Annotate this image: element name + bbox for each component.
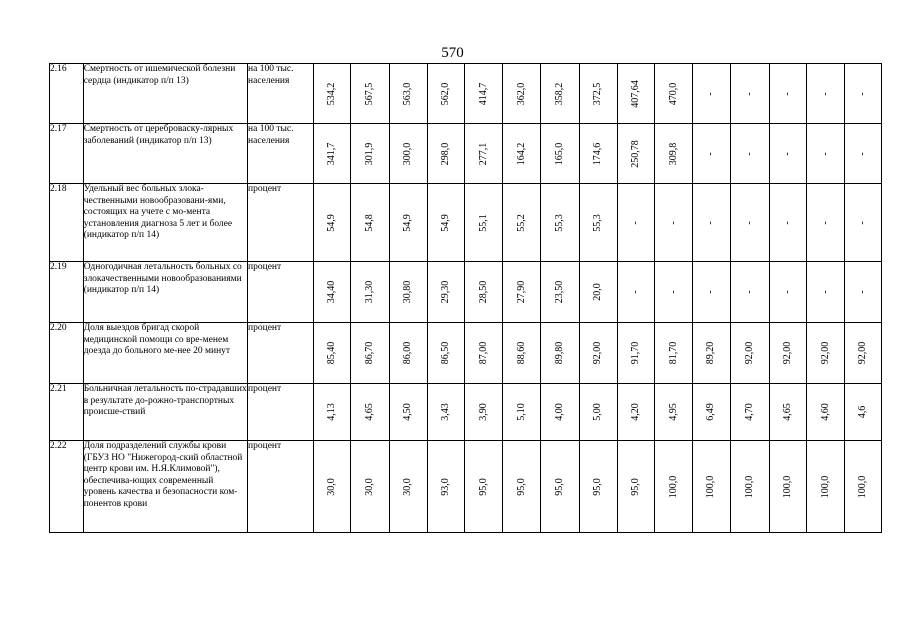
- value-text: 88,60: [515, 341, 527, 365]
- value-text: 89,20: [705, 341, 717, 365]
- value-text: -: [782, 151, 794, 156]
- table-row: [50, 323, 882, 384]
- value-text: 30,0: [402, 477, 414, 496]
- table-row: [50, 124, 882, 184]
- value-cell: [579, 262, 617, 323]
- value-text: 92,00: [819, 341, 831, 365]
- value-cell: [693, 441, 731, 533]
- value-cell: [314, 384, 351, 441]
- value-cell: [427, 384, 465, 441]
- value-cell: [617, 64, 655, 124]
- value-cell: [540, 64, 579, 124]
- value-text: 250,78: [630, 139, 642, 168]
- value-text: -: [743, 220, 755, 225]
- value-cell: [427, 323, 465, 384]
- value-cell: [465, 184, 503, 262]
- value-text: 4,50: [402, 403, 414, 421]
- value-cell: [845, 124, 882, 184]
- value-cell: [427, 184, 465, 262]
- value-text: 298,0: [440, 142, 452, 165]
- value-cell: [655, 184, 693, 262]
- value-text: 86,00: [402, 341, 414, 365]
- value-text: 81,70: [667, 341, 679, 365]
- value-cell: [579, 184, 617, 262]
- value-text: 3,43: [440, 403, 452, 421]
- value-text: -: [819, 290, 831, 294]
- value-text: 89,80: [554, 341, 566, 365]
- table-row: [50, 64, 882, 124]
- value-text: 100,0: [857, 475, 869, 498]
- indicator-name: Одногодичная летальность больных со злокачественными новообразованиями (индикатор п/п 14): [83, 262, 247, 323]
- value-text: 562,0: [440, 82, 452, 105]
- value-cell: [540, 184, 579, 262]
- value-text: 4,20: [630, 403, 642, 421]
- value-cell: [579, 441, 617, 533]
- value-text: 372,5: [592, 82, 604, 105]
- value-cell: [617, 124, 655, 184]
- row-code: 2.22: [50, 441, 84, 533]
- value-cell: [351, 441, 390, 533]
- value-cell: [351, 323, 390, 384]
- value-cell: [503, 323, 541, 384]
- indicator-name: Смертность от цереброваску-лярных заболеваний (индикатор п/п 13): [83, 124, 247, 184]
- value-text: 300,0: [402, 142, 414, 165]
- page-number: 570: [441, 45, 464, 61]
- value-text: 567,5: [364, 82, 376, 105]
- value-text: 55,2: [515, 213, 527, 232]
- value-cell: [314, 262, 351, 323]
- value-cell: [579, 64, 617, 124]
- value-cell: [389, 64, 427, 124]
- value-text: -: [667, 220, 679, 225]
- value-cell: [389, 262, 427, 323]
- value-text: 54,9: [326, 213, 338, 232]
- value-text: 4,65: [782, 403, 794, 421]
- value-text: 27,90: [515, 280, 527, 304]
- unit-of-measure: процент: [248, 441, 314, 533]
- indicators-table: [49, 63, 882, 533]
- value-text: 85,40: [326, 341, 338, 365]
- value-text: 165,0: [554, 142, 566, 165]
- value-cell: [427, 262, 465, 323]
- value-text: 309,8: [667, 142, 679, 165]
- value-text: 534,2: [326, 82, 338, 105]
- row-code: 2.16: [50, 64, 84, 124]
- value-text: 4,13: [326, 403, 338, 421]
- value-text: 563,0: [402, 82, 414, 105]
- value-text: 55,3: [592, 213, 604, 232]
- value-text: -: [819, 151, 831, 156]
- table-row: [50, 184, 882, 262]
- value-cell: [730, 441, 769, 533]
- value-cell: [769, 384, 807, 441]
- value-text: 4,95: [667, 403, 679, 421]
- value-text: 86,70: [364, 341, 376, 365]
- value-cell: [540, 441, 579, 533]
- value-text: 95,0: [478, 477, 490, 496]
- value-text: -: [630, 220, 642, 225]
- value-cell: [389, 184, 427, 262]
- value-cell: [503, 64, 541, 124]
- value-cell: [351, 184, 390, 262]
- value-text: 301,9: [364, 142, 376, 165]
- value-text: -: [743, 290, 755, 294]
- value-text: -: [667, 290, 679, 294]
- value-cell: [693, 262, 731, 323]
- value-cell: [655, 124, 693, 184]
- value-text: 54,9: [402, 213, 414, 232]
- value-text: 95,0: [592, 477, 604, 496]
- value-text: -: [819, 91, 831, 96]
- value-text: 34,40: [326, 280, 338, 304]
- value-text: -: [819, 220, 831, 225]
- value-cell: [351, 64, 390, 124]
- value-text: 100,0: [782, 475, 794, 498]
- value-text: -: [857, 151, 869, 156]
- value-text: 20,0: [592, 283, 604, 301]
- value-cell: [730, 184, 769, 262]
- value-text: 54,9: [440, 213, 452, 232]
- value-text: 3,90: [478, 403, 490, 421]
- value-cell: [617, 262, 655, 323]
- row-code: 2.20: [50, 323, 84, 384]
- table-row: [50, 262, 882, 323]
- value-text: 93,0: [440, 477, 452, 496]
- value-text: -: [782, 290, 794, 294]
- value-cell: [389, 441, 427, 533]
- row-code: 2.21: [50, 384, 84, 441]
- value-cell: [503, 441, 541, 533]
- value-cell: [465, 262, 503, 323]
- value-cell: [693, 384, 731, 441]
- value-text: 407,64: [630, 79, 642, 108]
- value-cell: [503, 184, 541, 262]
- value-text: 92,00: [857, 341, 869, 365]
- value-text: -: [705, 220, 717, 225]
- value-cell: [314, 184, 351, 262]
- value-cell: [693, 64, 731, 124]
- value-text: 4,70: [743, 403, 755, 421]
- indicator-name: Доля подразделений службы крови (ГБУЗ НО "Нижегород-ский областной центр крови им. Н.Я.Климовой"), обеспечива-ющих современный уровень качества и безопасности ком-понентов крови: [83, 441, 247, 533]
- value-cell: [807, 384, 845, 441]
- value-cell: [540, 384, 579, 441]
- value-cell: [389, 384, 427, 441]
- value-text: 362,0: [515, 82, 527, 105]
- value-text: 31,30: [364, 280, 376, 304]
- value-text: 470,0: [667, 82, 679, 105]
- value-cell: [807, 64, 845, 124]
- value-cell: [617, 323, 655, 384]
- value-text: 30,0: [364, 477, 376, 496]
- value-cell: [655, 441, 693, 533]
- value-cell: [465, 384, 503, 441]
- value-text: 100,0: [667, 475, 679, 498]
- value-text: -: [743, 151, 755, 156]
- value-text: -: [857, 91, 869, 96]
- table-row: [50, 384, 882, 441]
- unit-of-measure: процент: [248, 384, 314, 441]
- value-cell: [617, 184, 655, 262]
- value-text: 30,0: [326, 477, 338, 496]
- value-cell: [314, 124, 351, 184]
- value-cell: [693, 323, 731, 384]
- value-text: 100,0: [819, 475, 831, 498]
- value-text: 100,0: [743, 475, 755, 498]
- value-cell: [655, 262, 693, 323]
- value-cell: [427, 64, 465, 124]
- value-cell: [807, 124, 845, 184]
- value-cell: [769, 124, 807, 184]
- value-text: 28,50: [478, 280, 490, 304]
- value-text: 414,7: [478, 82, 490, 105]
- value-cell: [427, 441, 465, 533]
- value-cell: [845, 64, 882, 124]
- value-cell: [351, 384, 390, 441]
- indicator-name: Доля выездов бригад скорой медицинской помощи со вре-менем доезда до больного ме-нее 20 минут: [83, 323, 247, 384]
- value-text: 92,00: [782, 341, 794, 365]
- indicator-name: Смертность от ишемической болезни сердца (индикатор п/п 13): [83, 64, 247, 124]
- value-cell: [807, 184, 845, 262]
- value-text: 54,8: [364, 213, 376, 232]
- value-text: 95,0: [515, 477, 527, 496]
- value-cell: [351, 262, 390, 323]
- value-text: -: [782, 220, 794, 225]
- value-cell: [769, 184, 807, 262]
- value-cell: [427, 124, 465, 184]
- value-text: 95,0: [630, 477, 642, 496]
- value-cell: [503, 124, 541, 184]
- row-code: 2.19: [50, 262, 84, 323]
- value-text: -: [705, 151, 717, 156]
- value-cell: [465, 441, 503, 533]
- value-cell: [655, 64, 693, 124]
- value-cell: [465, 124, 503, 184]
- value-text: 91,70: [630, 341, 642, 365]
- value-text: 100,0: [705, 475, 717, 498]
- unit-of-measure: процент: [248, 323, 314, 384]
- value-cell: [730, 384, 769, 441]
- value-text: 86,50: [440, 341, 452, 365]
- value-cell: [617, 384, 655, 441]
- value-cell: [579, 384, 617, 441]
- value-text: 6,49: [705, 403, 717, 421]
- value-text: 277,1: [478, 142, 490, 165]
- value-text: -: [705, 290, 717, 294]
- value-cell: [503, 262, 541, 323]
- value-cell: [693, 124, 731, 184]
- value-cell: [769, 323, 807, 384]
- value-cell: [389, 124, 427, 184]
- value-cell: [807, 323, 845, 384]
- value-text: 55,3: [554, 213, 566, 232]
- value-text: 174,6: [592, 142, 604, 165]
- value-cell: [351, 124, 390, 184]
- value-text: 164,2: [515, 142, 527, 165]
- indicator-name: Больничная летальность по-страдавших в результате до-рожно-транспортных происше-ствий: [83, 384, 247, 441]
- value-cell: [845, 323, 882, 384]
- table-row: [50, 441, 882, 533]
- value-text: 5,10: [515, 403, 527, 421]
- value-cell: [389, 323, 427, 384]
- value-text: -: [857, 220, 869, 225]
- value-text: 4,6: [857, 405, 869, 419]
- value-cell: [540, 262, 579, 323]
- value-text: 55,1: [478, 213, 490, 232]
- value-text: -: [705, 91, 717, 96]
- value-cell: [465, 323, 503, 384]
- value-text: -: [857, 290, 869, 294]
- value-text: 29,30: [440, 280, 452, 304]
- value-text: 92,00: [743, 341, 755, 365]
- row-code: 2.18: [50, 184, 84, 262]
- indicator-name: Удельный вес больных злока-чественными новообразовани-ями, состоящих на учете с мо-мента установления диагноза 5 лет и более (индикатор п/п 14): [83, 184, 247, 262]
- value-cell: [617, 441, 655, 533]
- value-cell: [730, 124, 769, 184]
- value-cell: [693, 184, 731, 262]
- value-cell: [503, 384, 541, 441]
- value-text: -: [630, 290, 642, 294]
- value-text: 30,80: [402, 280, 414, 304]
- value-cell: [314, 64, 351, 124]
- value-cell: [655, 384, 693, 441]
- value-cell: [845, 184, 882, 262]
- value-cell: [845, 262, 882, 323]
- row-code: 2.17: [50, 124, 84, 184]
- value-text: -: [743, 91, 755, 96]
- value-cell: [769, 262, 807, 323]
- value-text: 4,60: [819, 403, 831, 421]
- value-text: 87,00: [478, 341, 490, 365]
- value-cell: [730, 64, 769, 124]
- value-cell: [730, 323, 769, 384]
- value-text: 358,2: [554, 82, 566, 105]
- value-cell: [769, 64, 807, 124]
- value-text: 5,00: [592, 403, 604, 421]
- value-text: 4,65: [364, 403, 376, 421]
- unit-of-measure: на 100 тыс. населения: [248, 64, 314, 124]
- value-text: 95,0: [554, 477, 566, 496]
- value-cell: [655, 323, 693, 384]
- value-cell: [730, 262, 769, 323]
- value-text: 4,00: [554, 403, 566, 421]
- value-cell: [540, 323, 579, 384]
- value-cell: [314, 441, 351, 533]
- value-text: 92,00: [592, 341, 604, 365]
- value-cell: [540, 124, 579, 184]
- value-cell: [314, 323, 351, 384]
- unit-of-measure: процент: [248, 262, 314, 323]
- value-cell: [845, 384, 882, 441]
- value-text: 23,50: [554, 280, 566, 304]
- unit-of-measure: процент: [248, 184, 314, 262]
- value-text: -: [782, 91, 794, 96]
- value-cell: [845, 441, 882, 533]
- value-cell: [465, 64, 503, 124]
- value-cell: [769, 441, 807, 533]
- value-cell: [579, 124, 617, 184]
- value-cell: [807, 262, 845, 323]
- value-cell: [579, 323, 617, 384]
- value-text: 341,7: [326, 142, 338, 165]
- unit-of-measure: на 100 тыс. населения: [248, 124, 314, 184]
- value-cell: [807, 441, 845, 533]
